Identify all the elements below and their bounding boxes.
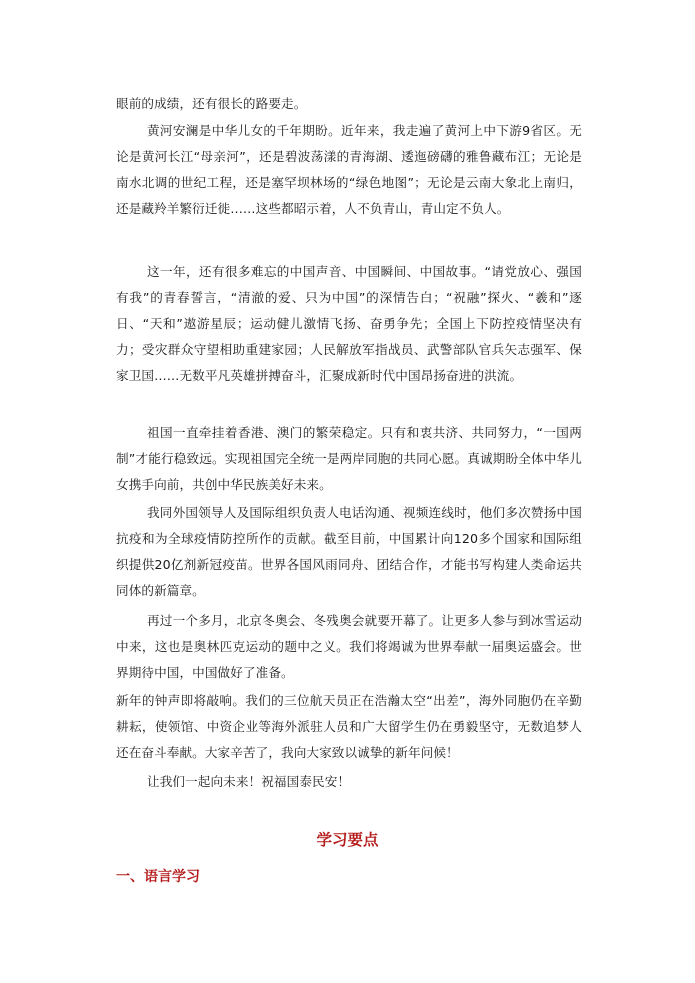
paragraph-winter-olympics: 再过一个多月，北京冬奥会、冬残奥会就要开幕了。让更多人参与到冰雪运动中来，这也是奥林匹克运动的题中之义。我们将竭诚为世界奉献一届奥运盛会。世界期待中国，中国做好了准备。: [116, 613, 582, 680]
subsection-title: 一、语言学习: [116, 869, 200, 885]
paragraph-china-voices: 这一年，还有很多难忘的中国声音、中国瞬间、中国故事。“请党放心、强国有我”的青春誓言，“清澈的爱、只为中国”的深情告白；“祝融”探火、“羲和”逐日、“天和”遨游星辰；运动健儿激情飞扬、奋勇争先；全国上下防控疫情坚决有力；受灾群众守望相助重建家园；人民解放军指战员、武警部队官兵矢志强军、保家卫国……无数平凡英雄拼搏奋斗，汇聚成新时代中国昂扬奋进的洪流。: [116, 264, 582, 383]
paragraph-hongkong-macao: 祖国一直牵挂着香港、澳门的繁荣稳定。只有和衷共济、共同努力，“一国两制”才能行稳致远。实现祖国完全统一是两岸同胞的共同心愿。真诚期盼全体中华儿女携手向前，共创中华民族美好未来。: [116, 425, 582, 492]
paragraph-international: 我同外国领导人及国际组织负责人电话沟通、视频连线时，他们多次赞扬中国抗疫和为全球疫情防控所作的贡献。截至目前，中国累计向120多个国家和国际组织提供20亿剂新冠疫苗。世界各国风雨同舟、团结合作，才能书写构建人类命运共同体的新篇章。: [116, 505, 582, 598]
paragraph-continuation: 眼前的成绩，还有很长的路要走。: [116, 96, 307, 111]
section-title: 学习要点: [316, 831, 379, 849]
paragraph-closing: 让我们一起向未来！祝福国泰民安！: [147, 774, 351, 789]
paragraph-yellow-river: 黄河安澜是中华儿女的千年期盼。近年来，我走遍了黄河上中下游9省区。无论是黄河长江“母亲河”，还是碧波荡漾的青海湖、逶迤磅礴的雅鲁藏布江；无论是南水北调的世纪工程，还是塞罕坝林场的“绿色地图”；无论是云南大象北上南归，还是藏羚羊繁衍迁徙……这些都昭示着，人不负青山，青山定不负人。: [116, 123, 582, 216]
paragraph-new-year: 新年的钟声即将敲响。我们的三位航天员正在浩瀚太空“出差”，海外同胞仍在辛勤耕耘，使领馆、中资企业等海外派驻人员和广大留学生仍在勇毅坚守，无数追梦人还在奋斗奉献。大家辛苦了，我向大家致以诚挚的新年问候！: [116, 693, 582, 760]
